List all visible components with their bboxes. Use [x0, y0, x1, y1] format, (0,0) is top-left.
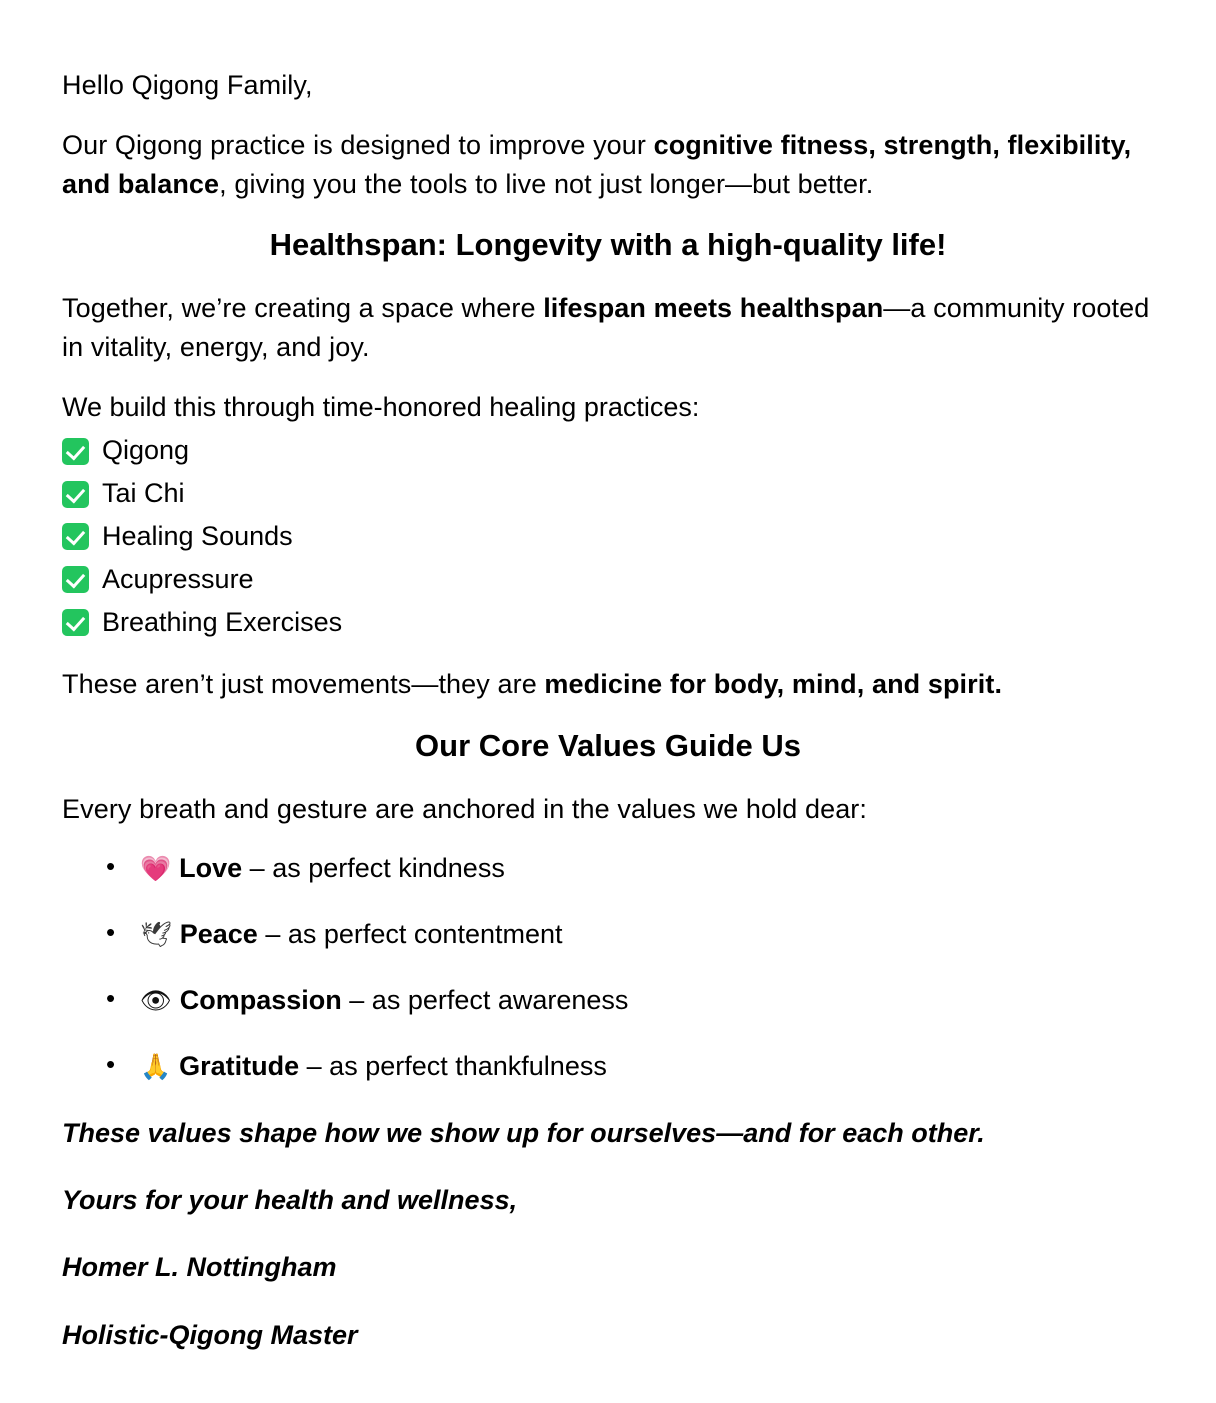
- list-item: [62, 473, 1154, 515]
- medicine-paragraph: [62, 665, 1154, 703]
- list-item: [140, 982, 1154, 1020]
- heart-icon: 💗: [140, 854, 172, 884]
- intro-bold: cognitive fitness, strength, flexibility, and balance: [62, 130, 1132, 199]
- check-icon: [62, 481, 89, 508]
- check-icon: [62, 438, 89, 465]
- together-paragraph: [62, 289, 1154, 366]
- value-name: Compassion: [179, 985, 342, 1016]
- values-lead: Every breath and gesture are anchored in the values we hold dear:: [62, 794, 868, 825]
- list-item: [140, 916, 1154, 954]
- eye-icon: 👁: [140, 986, 172, 1016]
- heading-core-values: Our Core Values Guide Us: [415, 727, 801, 763]
- medicine-prefix: These aren’t just movements—they are: [62, 669, 545, 700]
- practice-label: Breathing Exercises: [102, 606, 343, 637]
- list-item: [62, 559, 1154, 601]
- list-item: [62, 430, 1154, 472]
- practices-list: [62, 430, 1154, 643]
- check-icon: [62, 523, 89, 550]
- praying-hands-icon: 🙏: [140, 1051, 172, 1081]
- practices-lead: We build this through time-honored healing practices:: [62, 391, 700, 422]
- intro-paragraph: [62, 126, 1154, 203]
- value-desc: – as perfect thankfulness: [299, 1050, 607, 1081]
- intro-prefix: Our Qigong practice is designed to improve your: [62, 130, 654, 161]
- check-icon: [62, 566, 89, 593]
- value-desc: – as perfect kindness: [242, 853, 505, 884]
- value-desc: – as perfect awareness: [341, 985, 629, 1016]
- intro-suffix: , giving you the tools to live not just longer—but better.: [219, 168, 874, 199]
- closing-values-line: These values shape how we show up for ourselves—and for each other.: [62, 1117, 985, 1148]
- practice-label: Acupressure: [102, 563, 254, 594]
- medicine-bold: medicine for body, mind, and spirit.: [544, 669, 1003, 700]
- list-item: [140, 1048, 1154, 1086]
- together-bold: lifespan meets healthspan: [543, 293, 884, 324]
- list-item: [140, 850, 1154, 888]
- value-name: Gratitude: [179, 1050, 300, 1081]
- greeting-paragraph: Hello Qigong Family,: [62, 70, 313, 100]
- practice-label: Healing Sounds: [102, 520, 293, 551]
- together-suffix: —a community rooted in vitality, energy, and joy.: [62, 293, 1150, 362]
- list-item: [62, 516, 1154, 558]
- together-prefix: Together, we’re creating a space where: [62, 293, 544, 324]
- value-name: Peace: [179, 919, 258, 950]
- list-item: [62, 602, 1154, 644]
- core-values-list: [62, 850, 1154, 1085]
- signature-title: Holistic-Qigong Master: [62, 1319, 358, 1350]
- dove-icon: 🕊: [140, 920, 172, 950]
- heading-healthspan: Healthspan: Longevity with a high-quality life!: [269, 226, 947, 262]
- value-name: Love: [179, 853, 243, 884]
- practice-label: Qigong: [102, 435, 190, 466]
- practice-label: Tai Chi: [102, 478, 185, 509]
- signature-name: Homer L. Nottingham: [62, 1252, 337, 1283]
- closing-signoff: Yours for your health and wellness,: [62, 1184, 518, 1215]
- value-desc: – as perfect contentment: [257, 919, 563, 950]
- check-icon: [62, 609, 89, 636]
